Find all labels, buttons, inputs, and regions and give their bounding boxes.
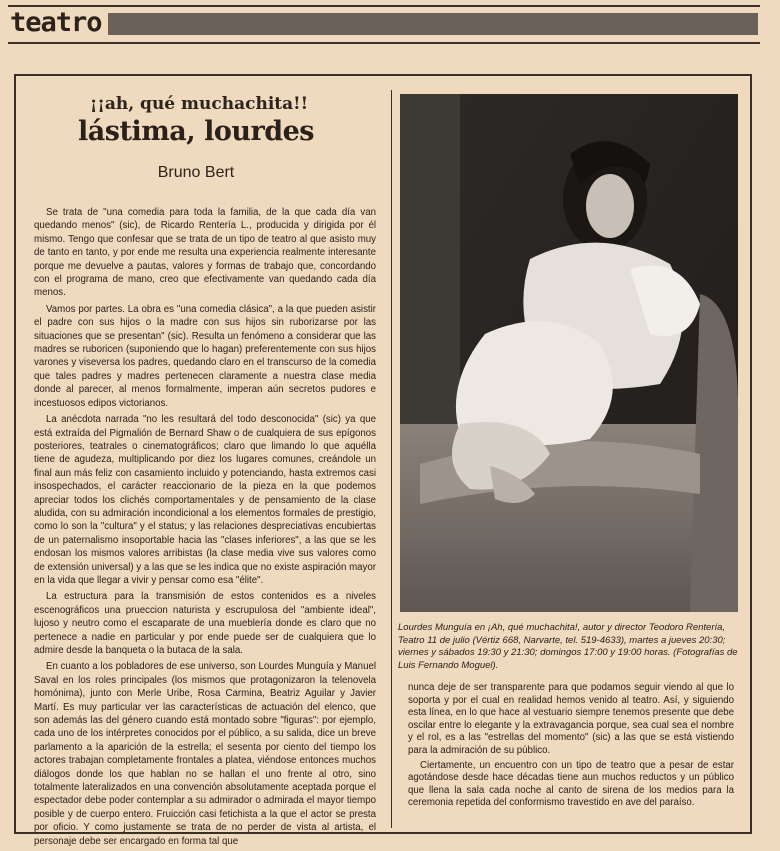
body-paragraph: La anécdota narrada "no les resultará del todo desconocida" (sic) ya que está extraída del Pigmalión de Bernard Shaw o de cualquiera de sus epígonos posteriores, teatrales o cinematográficos; claro que limando lo que aquélla tiene de agudeza, multiplicando por diez los lugares comunes, creándole un final aun más feliz con casamiento incluido y potenciando, hasta extremos casi insospechados, el carácter reaccionario de la pieza en la que podemos apreciar todos los clichés comportamentales y de pensamiento de la clase aludida, con su admiración incondicional a los elementos formales de prestigio, como lo son la "cultura" y el status; y las relaciones despreciativas encubiertas de un paternalismo insoportable hacia las "clases inferiores", a las que se les endosan los mismos valores arribistas (la clase media vive sus valores como de extensión universal) y a las que se les indica que no existe aspiración mayor en la vida que llegar a vivir y pensar como esa "élite". xyxy=(34,414,376,586)
body-paragraph: La estructura para la transmisión de estos contenidos es a niveles escenográficos una prueccion naturista y escrupulosa del "ambiente ideal", lujoso y neutro como el escaparate de una mueblería donde es claro que no pertenece a nadie en particular y por ende puede ser de cualquiera que lo admire desde la banqueta o la butaca de la sala. xyxy=(34,591,376,656)
body-paragraph: En cuanto a los pobladores de ese universo, son Lourdes Munguía y Manuel Saval en los roles principales (los mismos que protagonizaron la telenovela homónima), junto con Merle Uribe, Rosa Carmina, Beatriz Aguilar y Javier Martí. Es muy particular ver las características de actuación del elenco, que son además las del género cuando está montado sobre "figuras": por ejemplo, cada uno de los intérpretes conocidos por el público, a su salida, dice un breve parlamento a la aparición de la estrella; el sesenta por ciento del tiempo los actores trabajan completamente frontales a platea, viéndose entonces muchos diálogos donde los que hablan no se hallan el uno frente al otro, sino totalmente lateralizados en una convención absolutamente aceptada porque el espectador debe poder contemplar a su admirador o admirada el mayor tiempo posible y de cuerpo entero. Fruicción casi fetichista a la que el actor se presta por oficio. Y como justamente se trata de no perder de vista al artista, el personaje debe ser encargado en forma tal que xyxy=(34,661,376,847)
article-continuation xyxy=(408,682,734,832)
header-rule-top xyxy=(8,5,760,7)
photo-caption: Lourdes Munguía en ¡Ah, qué muchachita!, autor y director Teodoro Rentería, Teatro 11 de julio (Vértiz 668, Narvarte, tel. 519-4633), martes a jueves 20:30; viernes y sábados 19:30 y 21:30; domingos 17:00 y 19:00 horas. (Fotografías de Luis Fernando Moguel). xyxy=(398,622,738,671)
continuation-paragraph: nunca deje de ser transparente para que podamos seguir viendo al que lo soporta y por el cual en realidad hemos venido al teatro. Así, y siguiendo esta línea, en lo que hace al vestuario siempre tenemos presente que debe oscilar entre lo elegante y la extravagancia porque, sea cual sea el nombre y el rol, es a las "estrellas del momento" (sic) a las que se está vistiendo para la admiración de su público. xyxy=(408,682,734,756)
continuation-paragraph: Ciertamente, un encuentro con un tipo de teatro que a pesar de estar agotándose desde hace décadas tiene aun muchos reductos y un público que llena la sala cada noche al canto de sirena de los medios para la ceremonia repetida del conformismo travestido en ave del paraíso. xyxy=(408,759,734,809)
body-paragraph: Se trata de "una comedia para toda la familia, de la que cada día van quedando menos" (sic), de Ricardo Rentería L., producida y dirigida por él mismo. Tengo que confesar que se trata de un tipo de teatro al que asisto muy de tanto en tanto, y por ende me resulta una experiencia realmente interesante porque me devuelve a pautas, valores y formas de trabajo que, concordando con el programa de mano, creo que efectivamente van quedando cada día menos. xyxy=(34,207,376,299)
header-rule-bottom xyxy=(8,42,760,44)
article-byline: Bruno Bert xyxy=(157,164,235,181)
actress-photo xyxy=(400,94,738,612)
photo-illustration xyxy=(400,94,738,612)
article-box xyxy=(14,74,752,847)
column-divider xyxy=(391,90,392,828)
article-headline: lástima, lourdes xyxy=(78,116,314,147)
article-kicker: ¡¡ah, qué muchachita!! xyxy=(89,94,309,114)
section-bar xyxy=(108,13,758,35)
article-body xyxy=(34,206,376,847)
body-paragraph: Vamos por partes. La obra es "una comedia clásica", a la que pueden asistir el padre con sus hijos o la madre con sus hijos sin ruborizarse por las situaciones que se presentan" (sic). Resulta un fenómeno a considerar que las madres se ruboricen (suponiendo que lo hagan) preferentemente con sus hijos varones y viseversa los padres, quedando claro en el transcurso de la comedia que tales padres y madres pertenecen claramente a nuestra clase media donde al parecer, al menos formalmente, imperan aún secretos pudores e incestuosos edipos victorianos. xyxy=(34,303,376,409)
section-label: teatro xyxy=(10,7,102,38)
section-header xyxy=(8,4,760,44)
